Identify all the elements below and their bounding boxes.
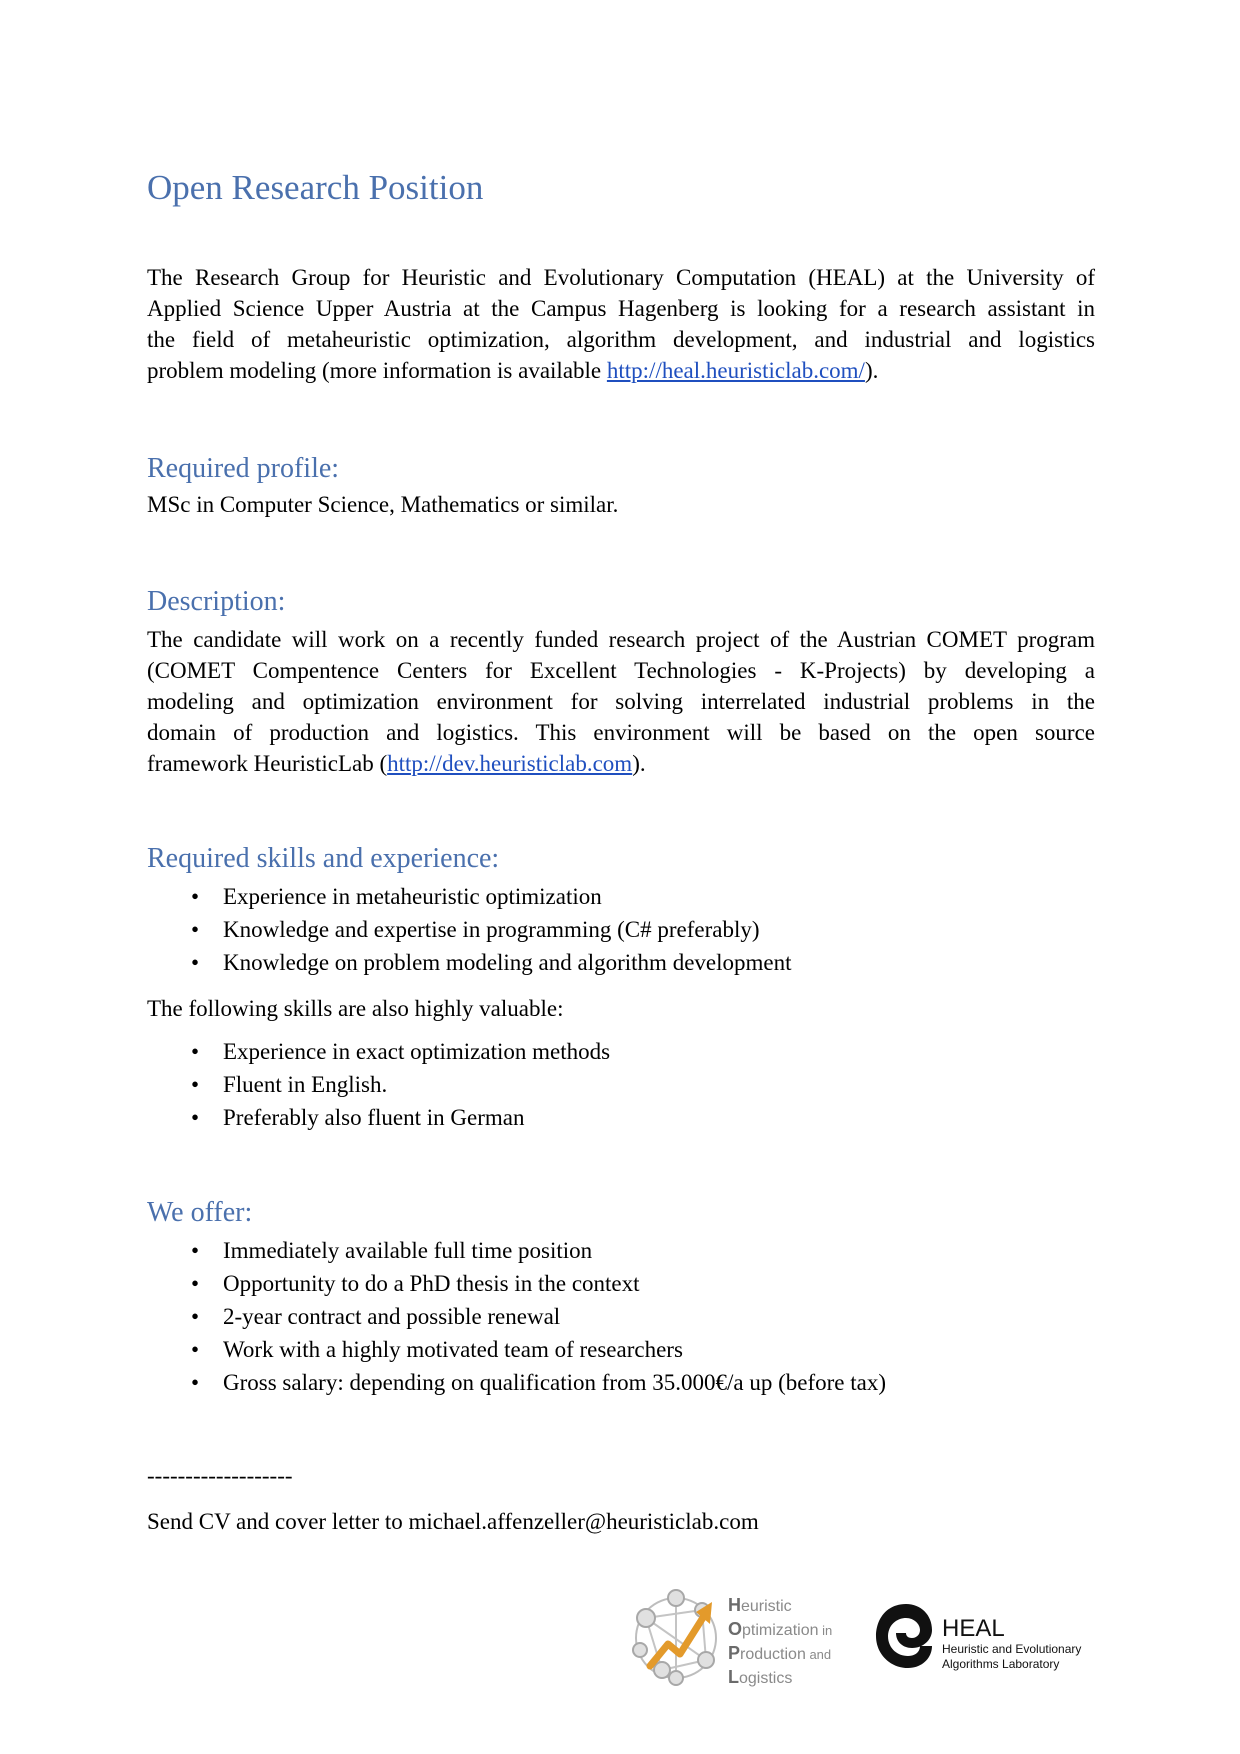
hopl-initial: P	[728, 1643, 741, 1663]
heal-website-link[interactable]: http://heal.heuristiclab.com/	[606, 358, 865, 383]
hopl-word-rest: euristic	[741, 1598, 792, 1615]
list-item-text: Knowledge on problem modeling and algorithm development	[223, 950, 792, 975]
description-line: (COMET Compentence Centers for Excellent Technologies - K-Projects) by developing a	[147, 658, 1095, 683]
also-skills-list	[147, 1035, 610, 1134]
contact-text: Send CV and cover letter to michael.affenzeller@heuristiclab.com	[147, 1509, 759, 1534]
list-item	[147, 1068, 610, 1101]
separator-line: -------------------	[147, 1463, 293, 1488]
heuristiclab-dev-link[interactable]: http://dev.heuristiclab.com	[387, 751, 633, 776]
hopl-word	[728, 1618, 832, 1642]
network-arrow-icon	[632, 1588, 724, 1688]
list-item-text: Fluent in English.	[223, 1072, 388, 1097]
list-item	[147, 946, 792, 979]
offer-heading: We offer:	[147, 1197, 253, 1228]
list-item-text: Gross salary: depending on qualification from 35.000€/a up (before tax)	[223, 1370, 886, 1395]
bullet-icon: •	[191, 1304, 200, 1329]
intro-line: The Research Group for Heuristic and Evolutionary Computation (HEAL) at the University of	[147, 265, 1095, 290]
hopl-word	[728, 1594, 832, 1618]
list-item	[147, 1333, 886, 1366]
description-line: modeling and optimization environment for solving interrelated industrial problems in the	[147, 689, 1095, 714]
description-line: The candidate will work on a recently funded research project of the Austrian COMET program	[147, 627, 1095, 652]
list-item-text: Experience in exact optimization methods	[223, 1039, 611, 1064]
list-item-text: 2-year contract and possible renewal	[223, 1304, 561, 1329]
heal-name: HEAL	[942, 1615, 1005, 1642]
also-valuable-text: The following skills are also highly valuable:	[147, 996, 564, 1021]
bullet-icon: •	[191, 917, 200, 942]
list-item	[147, 880, 792, 913]
bullet-icon: •	[191, 950, 200, 975]
list-item	[147, 913, 792, 946]
skills-heading: Required skills and experience:	[147, 843, 500, 874]
hopl-word-rest: ogistics	[739, 1670, 793, 1687]
hopl-word-tail: and	[805, 1647, 832, 1662]
profile-heading: Required profile:	[147, 453, 340, 484]
hopl-word-rest: ptimization	[742, 1622, 819, 1639]
hopl-word-rest: roduction	[740, 1646, 806, 1663]
intro-line	[147, 355, 1095, 386]
bullet-icon: •	[191, 1370, 200, 1395]
hopl-word-tail: in	[818, 1623, 833, 1638]
hopl-logo	[632, 1588, 852, 1698]
intro-line: the field of metaheuristic optimization, algorithm development, and industrial and logistics	[147, 327, 1095, 352]
hopl-word	[728, 1642, 832, 1666]
bullet-icon: •	[191, 1039, 200, 1064]
list-item-text: Work with a highly motivated team of researchers	[223, 1337, 683, 1362]
bullet-icon: •	[191, 884, 200, 909]
hopl-word	[728, 1666, 832, 1690]
intro-paragraph	[147, 262, 1095, 386]
hopl-initial: H	[728, 1595, 741, 1615]
profile-text: MSc in Computer Science, Mathematics or similar.	[147, 492, 619, 517]
bullet-icon: •	[191, 1105, 200, 1130]
page-title: Open Research Position	[147, 168, 484, 207]
hopl-initial: L	[728, 1667, 739, 1687]
description-text: ).	[632, 751, 646, 776]
intro-text: problem modeling (more information is available	[147, 358, 607, 383]
list-item-text: Preferably also fluent in German	[223, 1105, 525, 1130]
description-text: framework HeuristicLab (	[147, 751, 388, 776]
bullet-icon: •	[191, 1271, 200, 1296]
intro-line: Applied Science Upper Austria at the Campus Hagenberg is looking for a research assistant in	[147, 296, 1095, 321]
list-item-text: Opportunity to do a PhD thesis in the context	[223, 1271, 640, 1296]
skills-list	[147, 880, 792, 979]
bullet-icon: •	[191, 1238, 200, 1263]
list-item	[147, 1267, 886, 1300]
list-item	[147, 1234, 886, 1267]
hopl-logo-text	[728, 1594, 832, 1690]
intro-text: ).	[864, 358, 879, 383]
heal-subtitle-line: Algorithms Laboratory	[942, 1657, 1060, 1671]
bullet-icon: •	[191, 1337, 200, 1362]
hopl-initial: O	[728, 1619, 743, 1639]
list-item-text: Knowledge and expertise in programming (C# preferably)	[223, 917, 760, 942]
description-heading: Description:	[147, 586, 286, 617]
list-item	[147, 1101, 610, 1134]
offer-list	[147, 1234, 886, 1399]
description-paragraph	[147, 624, 1095, 779]
heal-spiral-icon	[872, 1596, 938, 1676]
list-item-text: Immediately available full time position	[223, 1238, 593, 1263]
list-item	[147, 1300, 886, 1333]
list-item-text: Experience in metaheuristic optimization	[223, 884, 602, 909]
list-item	[147, 1035, 610, 1068]
heal-logo	[872, 1596, 1102, 1696]
heal-subtitle-line: Heuristic and Evolutionary	[942, 1642, 1082, 1656]
heal-logo-text	[942, 1616, 1081, 1672]
description-line: domain of production and logistics. This environment will be based on the open source	[147, 720, 1095, 745]
bullet-icon: •	[191, 1072, 200, 1097]
description-line	[147, 748, 1095, 779]
list-item	[147, 1366, 886, 1399]
